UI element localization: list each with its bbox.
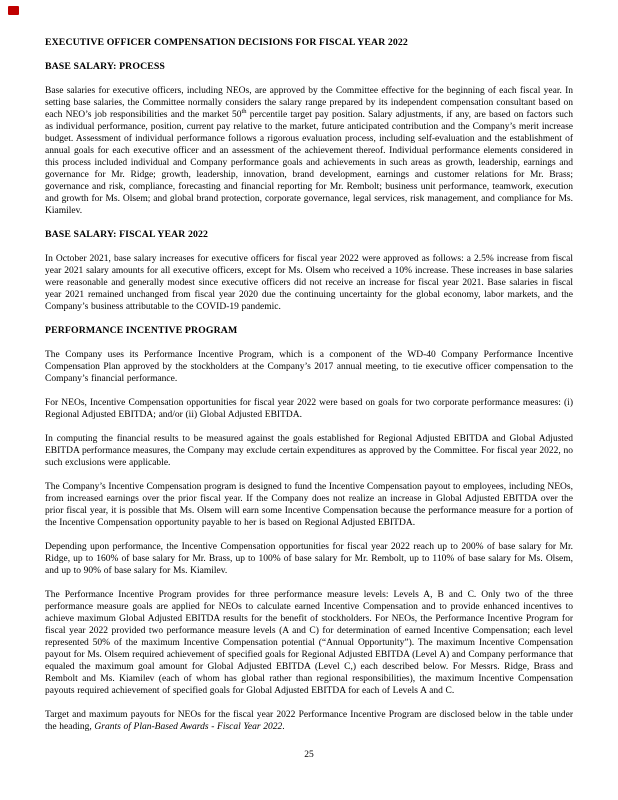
paragraph-text: Target and maximum payouts for NEOs for the fiscal year 2022 Performance Incentive Program are disclosed below in the table under the heading, [45, 710, 573, 732]
page-number: 25 [304, 750, 314, 760]
paragraph-text: Base salaries for executive officers, including NEOs, are approved by the Committee effective for the beginning of each fiscal year. In setting base salaries, the Committee normally considers the salary range prepared by its independent compensation consultant based on each NEO’s job responsibilities and the market 50 [45, 86, 573, 120]
paragraph-pip-levels: The Performance Incentive Program provides for three performance measure levels: Levels A, B and C. Only two of the three performance measure goals are applied for NEOs to calculate earned Incentive Compensation and to provide enhanced incentives to achieve maximum Global Adjusted EBITDA results for the benefit of stockholders. For NEOs, the Performance Incentive Program for fiscal year 2022 provided two performance measure levels (A and C) for determination of earned Incentive Compensation; each level represented 50% of the maximum Incentive Compensation potential (“Annual Opportunity”). The maximum Incentive Compensation payout for Ms. Olsem required achievement of specified goals for Regional Adjusted EBITDA (Level A) and Company performance that equaled the maximum goal amount for Global Adjusted EBITDA (Level C,) each described below. For Messrs. Ridge, Brass and Rembolt and Ms. Kiamilev (each of whom has global rather than regional responsibilities), the maximum Incentive Compensation payouts required achievement of specified goals for Global Adjusted EBITDA for each of Levels A and C. [45, 590, 573, 696]
paragraph-text: percentile target pay position. Salary adjustments, if any, are based on factors such as individual performance, position, current pay relative to the market, future anticipated contribution and the Company’s merit increase budget. Assessment of individual performance follows a rigorous evaluation process, including self-evaluation and the establishment of annual goals for each executive officer and an assessment of the achievement thereof. Individual performance elements considered in this process included individual and Company performance goals and achievements in such areas as growth, leadership, earnings and governance for Mr. Ridge; growth, leadership, innovation, brand development, earnings and customer relations for Mr. Brass; governance and risk, compliance, forecasting and financial reporting for Mr. Rembolt; business unit performance, teamwork, execution and growth for Ms. Olsem; and global brand protection, corporate governance, legal services, risk management, and compliance for Ms. Kiamilev. [45, 110, 573, 216]
paragraph-pip-measures: For NEOs, Incentive Compensation opportunities for fiscal year 2022 were based on goals for two corporate performance measures: (i) Regional Adjusted EBITDA; and/or (ii) Global Adjusted EBITDA. [45, 398, 573, 420]
page-title: EXECUTIVE OFFICER COMPENSATION DECISIONS FOR FISCAL YEAR 2022 [45, 37, 408, 48]
italic-crossreference-title: Grants of Plan-Based Awards - Fiscal Year 2022 [94, 722, 283, 732]
paragraph-base-salary-fy2022: In October 2021, base salary increases for executive officers for fiscal year 2022 were approved as follows: a 2.5% increase from fiscal year 2021 salary amounts for all executive officers, except for Ms. Olsem who received a 10% increase. These increases in base salaries were reasonable and generally modest since executive officers did not receive an increase for fiscal year 2021. Base salaries in fiscal year 2021 remained unchanged from fiscal year 2020 due the continuing uncertainty for the global economy, labor markets, and the Company’s business attributable to the COVID-19 pandemic. [45, 254, 573, 312]
paragraph-pip-overview: The Company uses its Performance Incentive Program, which is a component of the WD-40 Company Performance Incentive Compensation Plan approved by the stockholders at the Company’s 2017 annual meeting, to tie executive officer compensation to the Company’s financial performance. [45, 350, 573, 384]
section-heading-base-salary-process: BASE SALARY: PROCESS [45, 61, 165, 72]
paragraph-base-salary-process [45, 85, 573, 217]
red-marker-icon [8, 6, 19, 15]
section-heading-performance-incentive-program: PERFORMANCE INCENTIVE PROGRAM [45, 325, 238, 336]
paragraph-pip-opportunities: Depending upon performance, the Incentive Compensation opportunities for fiscal year 2022 reach up to 200% of base salary for Mr. Ridge, up to 160% of base salary for Mr. Brass, up to 100% of base salary for Mr. Rembolt, up to 110% of base salary for Ms. Olsem, and up to 90% of base salary for Ms. Kiamilev. [45, 542, 573, 576]
paragraph-text: . [282, 722, 285, 732]
paragraph-pip-exclusions: In computing the financial results to be measured against the goals established for Regional Adjusted EBITDA and Global Adjusted EBITDA performance measures, the Company may exclude certain expenditures as approved by the Committee. For fiscal year 2022, no such exclusions were applicable. [45, 434, 573, 468]
superscript-ordinal: th [241, 107, 247, 115]
paragraph-pip-funding: The Company’s Incentive Compensation program is designed to fund the Incentive Compensation payout to employees, including NEOs, from increased earnings over the prior fiscal year. If the Company does not realize an increase in Global Adjusted EBITDA over the prior fiscal year, it is possible that Ms. Olsem will earn some Incentive Compensation because the performance measure for a portion of the Incentive Compensation opportunity payable to her is based on Regional Adjusted EBITDA. [45, 482, 573, 528]
section-heading-base-salary-fy2022: BASE SALARY: FISCAL YEAR 2022 [45, 229, 208, 240]
document-content [45, 25, 573, 761]
paragraph-pip-crossreference [45, 709, 573, 733]
